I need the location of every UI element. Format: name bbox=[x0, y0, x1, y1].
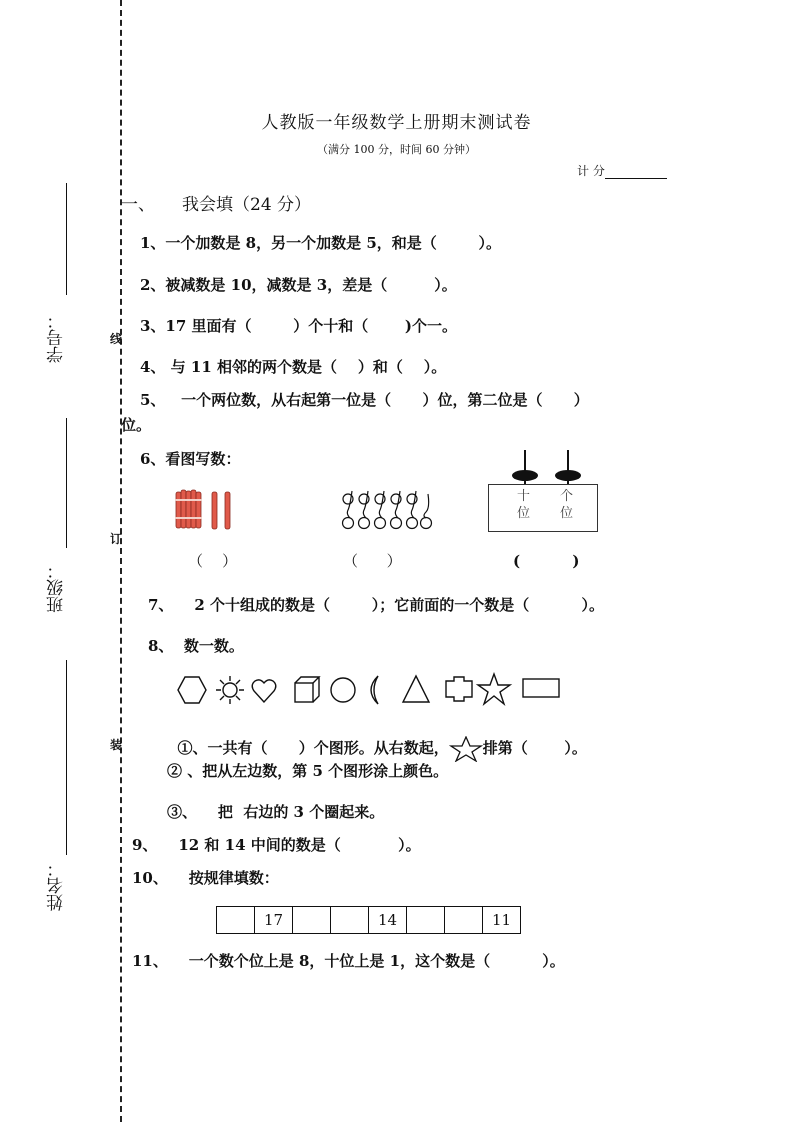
question-6: 6、看图写数： bbox=[140, 450, 241, 468]
cross-icon bbox=[446, 677, 472, 701]
sun-icon bbox=[216, 676, 244, 704]
answer-blank-6b[interactable]: （ ） bbox=[343, 552, 402, 570]
sequence-cell[interactable] bbox=[293, 907, 331, 934]
answer-blank-6a[interactable]: （ ） bbox=[188, 552, 238, 570]
student-no-label: 学号： bbox=[47, 312, 67, 363]
star-icon bbox=[478, 674, 510, 704]
rectangle-icon bbox=[523, 679, 559, 697]
sequence-cell[interactable] bbox=[445, 907, 483, 934]
question-5: 5、 一个两位数，从右起第一位是（ ）位，第二位是（ ） bbox=[140, 391, 589, 409]
sequence-cell[interactable] bbox=[407, 907, 445, 934]
abacus-bead-tens bbox=[512, 470, 538, 481]
circle-icon bbox=[331, 678, 355, 702]
question-8-1: ①、一共有（ ）个图形。从右数起， 排第（ ）。 bbox=[167, 718, 587, 762]
page-title: 人教版一年级数学上册期末测试卷 bbox=[261, 113, 532, 133]
question-7: 7、 2 个十组成的数是（ ）；它前面的一个数是（ ）。 bbox=[148, 596, 604, 614]
sequence-cell: 17 bbox=[255, 907, 293, 934]
question-5-tail: 位。 bbox=[121, 416, 152, 434]
score-label: 计 分 bbox=[577, 164, 605, 178]
tens-label: 十 位 bbox=[517, 489, 531, 521]
page-subtitle: （满分 100 分，时间 60 分钟） bbox=[317, 143, 476, 156]
sequence-row bbox=[217, 907, 521, 934]
heart-icon bbox=[252, 680, 276, 702]
class-label: 班级： bbox=[47, 562, 67, 613]
question-8-3: ③、 把 右边的 3 个圈起来。 bbox=[167, 803, 385, 821]
sequence-cell[interactable] bbox=[331, 907, 369, 934]
name-line bbox=[66, 660, 67, 855]
question-3: 3、17 里面有（ ）个十和（ )个一。 bbox=[140, 317, 457, 335]
ones-label: 个 位 bbox=[560, 489, 574, 521]
stick-bundle-icon bbox=[172, 488, 242, 533]
answer-blank-6c[interactable]: ( ) bbox=[513, 552, 580, 570]
question-2: 2、被减数是 10，减数是 3，差是（ ）。 bbox=[140, 276, 457, 294]
triangle-icon bbox=[403, 676, 429, 702]
cube-icon bbox=[295, 677, 319, 702]
question-8-2: ② 、把从左边数，第 5 个图形涂上颜色。 bbox=[167, 762, 449, 780]
sequence-cell: 14 bbox=[369, 907, 407, 934]
question-9: 9、 12 和 14 中间的数是（ ）。 bbox=[132, 836, 421, 854]
student-no-line bbox=[66, 183, 67, 295]
sequence-cell[interactable] bbox=[217, 907, 255, 934]
section-heading: 一、 我会填（24 分） bbox=[121, 195, 312, 215]
question-10: 10、 按规律填数： bbox=[132, 869, 279, 887]
score-blank[interactable] bbox=[605, 166, 667, 179]
margin-char-xian: 线 bbox=[110, 332, 123, 346]
question-11: 11、 一个数个位上是 8，十位上是 1，这个数是（ ）。 bbox=[132, 952, 565, 970]
shapes-row bbox=[174, 672, 564, 708]
question-8: 8、 数一数。 bbox=[148, 637, 244, 655]
crescent-icon bbox=[371, 676, 378, 704]
question-4: 4、 与 11 相邻的两个数是（ ）和（ ）。 bbox=[140, 358, 447, 376]
sequence-table bbox=[216, 906, 521, 934]
class-line bbox=[66, 418, 67, 548]
abacus-bead-ones bbox=[555, 470, 581, 481]
name-label: 姓名： bbox=[47, 860, 67, 911]
margin-char-ding: 订 bbox=[110, 532, 123, 546]
binding-dashed-line bbox=[120, 0, 122, 1122]
question-1: 1、一个加数是 8，另一个加数是 5，和是（ ）。 bbox=[140, 234, 502, 252]
hexagon-icon bbox=[178, 677, 206, 703]
beads-icon bbox=[338, 486, 433, 532]
place-value-box bbox=[488, 484, 598, 532]
sequence-cell: 11 bbox=[483, 907, 521, 934]
margin-char-zhuang: 装 bbox=[110, 738, 123, 752]
score-field bbox=[577, 162, 667, 179]
star-icon-inline bbox=[449, 736, 483, 762]
